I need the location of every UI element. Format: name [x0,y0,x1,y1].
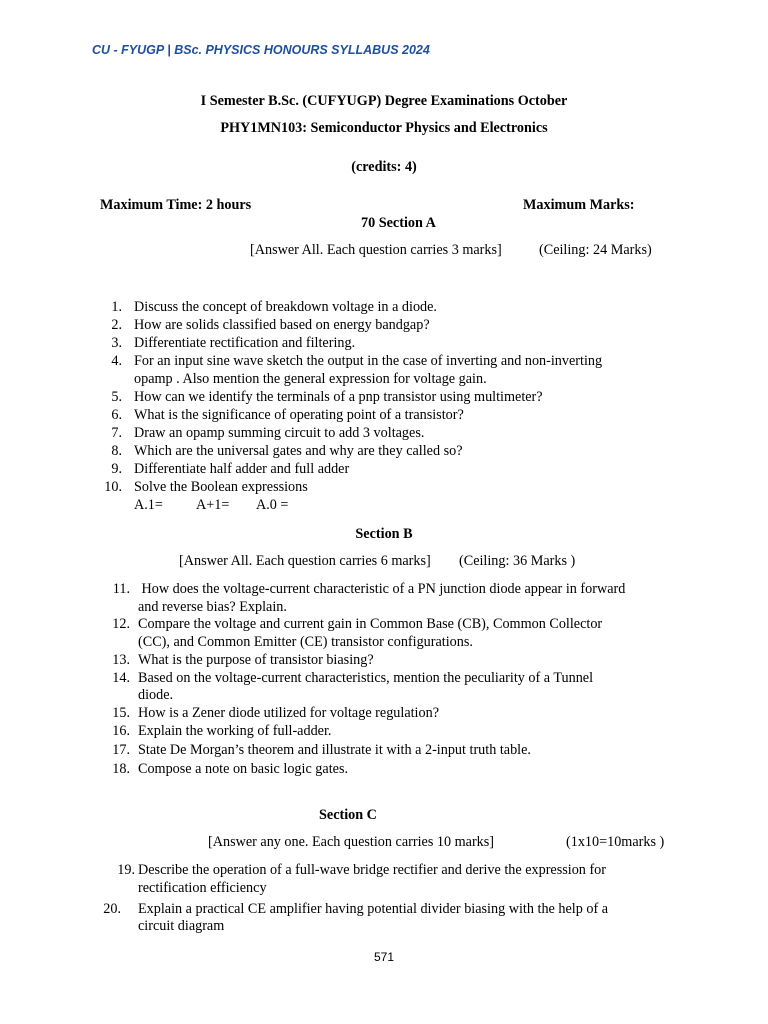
max-time: Maximum Time: 2 hours [100,197,252,213]
question-text: Compose a note on basic logic gates. [138,761,349,777]
question-text: Explain a practical CE amplifier having potential divider biasing with the help of a [138,901,609,917]
question-number: 11. [112,581,130,597]
section-a-instruction: [Answer All. Each question carries 3 marks] [250,242,502,258]
question-number: 19. [117,862,135,878]
question-number: 14. [112,670,130,686]
section-b-instruction: [Answer All. Each question carries 6 marks] [179,553,431,569]
question-text: State De Morgan’s theorem and illustrate it with a 2-input truth table. [138,742,531,758]
question-text: rectification efficiency [138,880,267,896]
question-text: Solve the Boolean expressions [134,479,308,495]
question-text: Discuss the concept of breakdown voltage in a diode. [134,299,437,315]
question-number: 13. [112,652,130,668]
document-header: CU - FYUGP | BSc. PHYSICS HONOURS SYLLABUS 2024 [92,43,430,57]
question-number: 7. [111,425,122,441]
section-b-ceiling: (Ceiling: 36 Marks ) [459,553,576,569]
question-number: 6. [111,407,122,423]
section-c-instruction: [Answer any one. Each question carries 10 marks] [208,834,495,850]
question-number: 12. [112,616,130,632]
credits: (credits: 4) [351,159,417,175]
question-text: For an input sine wave sketch the output in the case of inverting and non-inverting [134,353,603,369]
question-number: 16. [112,723,130,739]
question-text: What is the purpose of transistor biasing? [138,652,374,668]
question-number: 8. [111,443,122,459]
question-text: opamp . Also mention the general expression for voltage gain. [134,371,487,387]
question-text: Which are the universal gates and why are they called so? [134,443,463,459]
section-a-heading: 70 Section A [361,215,436,231]
page-number: 571 [373,950,395,964]
question-number: 5. [111,389,122,405]
section-b-heading: Section B [355,526,413,542]
question-number: 17. [112,742,130,758]
exam-title: I Semester B.Sc. (CUFYUGP) Degree Examinations October [200,93,568,109]
question-number: 18. [112,761,130,777]
question-text: Differentiate rectification and filtering. [134,335,356,351]
question-number: 2. [111,317,122,333]
question-text: Compare the voltage and current gain in Common Base (CB), Common Collector [138,616,603,632]
boolean-expression: A.0 = [256,497,289,513]
course-title: PHY1MN103: Semiconductor Physics and Electronics [220,120,548,136]
section-a-ceiling: (Ceiling: 24 Marks) [539,242,652,258]
question-text: How is a Zener diode utilized for voltage regulation? [138,705,439,721]
question-text: How can we identify the terminals of a pnp transistor using multimeter? [134,389,543,405]
question-number: 9. [111,461,122,477]
question-number: 3. [111,335,122,351]
question-text: Differentiate half adder and full adder [134,461,350,477]
boolean-expression: A+1= [196,497,230,513]
section-c-heading: Section C [319,807,377,823]
question-number: 15. [112,705,130,721]
question-text: diode. [138,687,174,703]
question-text: Based on the voltage-current characteristics, mention the peculiarity of a Tunnel [138,670,594,686]
max-marks: Maximum Marks: [523,197,635,213]
question-number: 10. [104,479,122,495]
question-text: Explain the working of full-adder. [138,723,332,739]
question-number: 20. [103,901,121,917]
boolean-expression: A.1= [134,497,163,513]
question-text: How are solids classified based on energy bandgap? [134,317,430,333]
question-text: Draw an opamp summing circuit to add 3 voltages. [134,425,425,441]
question-text: How does the voltage-current characteristic of a PN junction diode appear in forward [138,581,626,597]
section-c-marks: (1x10=10marks ) [566,834,665,850]
question-text: circuit diagram [138,918,225,934]
question-number: 1. [111,299,122,315]
question-number: 4. [111,353,122,369]
question-text: Describe the operation of a full-wave bridge rectifier and derive the expression for [138,862,606,878]
question-text: (CC), and Common Emitter (CE) transistor configurations. [138,634,473,650]
question-text: What is the significance of operating point of a transistor? [134,407,464,423]
question-text: and reverse bias? Explain. [138,599,287,615]
